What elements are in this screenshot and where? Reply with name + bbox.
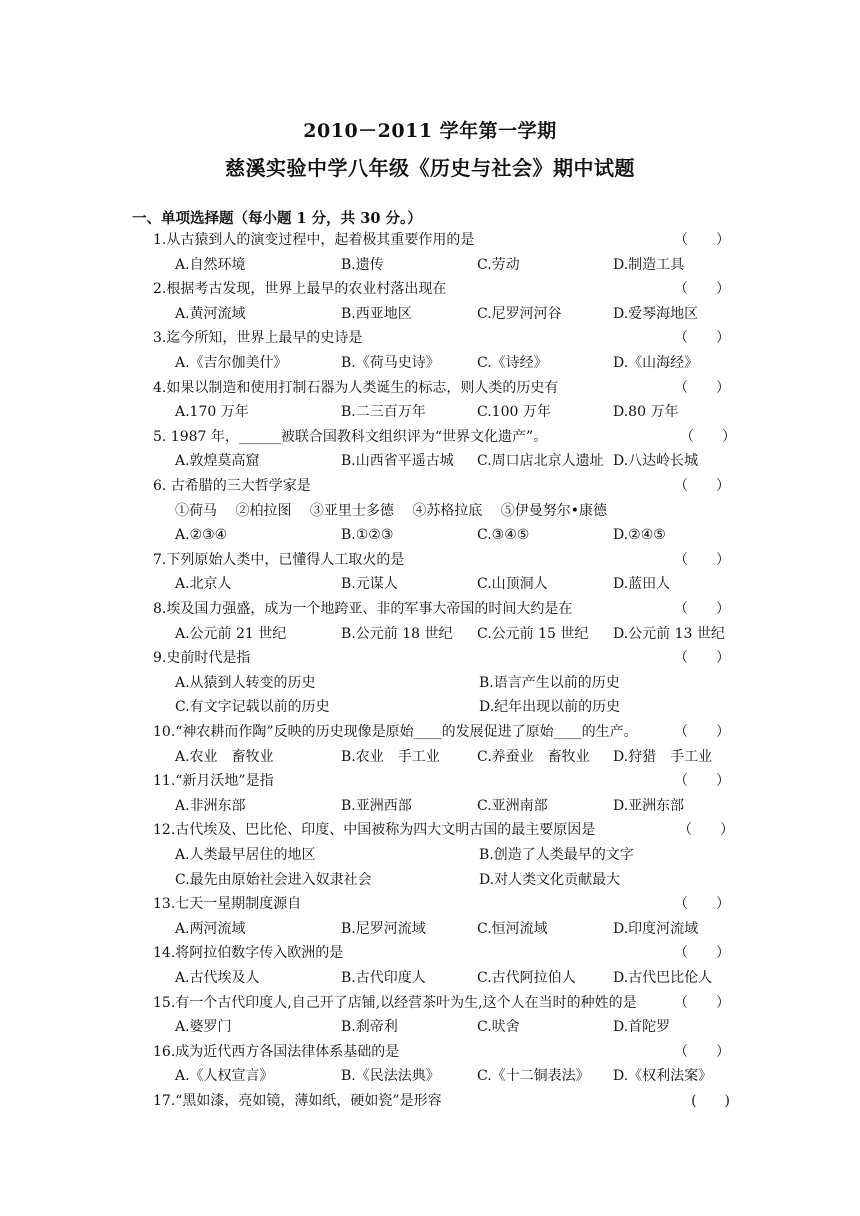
option-c[interactable]: C.山顶洞人 <box>477 576 548 593</box>
option-d[interactable]: D.制造工具 <box>613 256 685 273</box>
option-d[interactable]: D.古代巴比伦人 <box>613 970 713 986</box>
option-c[interactable]: C.《十二铜表法》 <box>477 1068 590 1085</box>
answer-blank[interactable]: （ ） <box>674 601 730 617</box>
option-d[interactable]: D.首陀罗 <box>613 1019 671 1036</box>
option-c[interactable]: C.有文字记载以前的历史 <box>175 699 330 716</box>
option-a[interactable]: A.黄河流域 <box>175 305 246 322</box>
option-a[interactable]: A.②③④ <box>175 527 228 544</box>
option-b[interactable]: B.古代印度人 <box>341 970 426 986</box>
option-b[interactable]: B.刹帝利 <box>341 1019 398 1036</box>
answer-blank[interactable]: ( ) <box>691 1093 730 1109</box>
answer-blank[interactable]: （ ） <box>674 478 730 494</box>
option-d[interactable]: D.蓝田人 <box>613 576 671 593</box>
option-c[interactable]: C.养蚕业 畜牧业 <box>477 748 590 765</box>
option-b[interactable]: B.创造了人类最早的文字 <box>479 847 634 863</box>
answer-blank[interactable]: （ ） <box>674 994 730 1011</box>
option-d[interactable]: D.80 万年 <box>613 404 679 421</box>
question-stem: 10.“神农耕而作陶”反映的历史现像是原始____的发展促进了原始____的生产。 <box>153 724 638 740</box>
option-a[interactable]: A.两河流域 <box>175 920 246 937</box>
option-b[interactable]: B.《民法法典》 <box>341 1068 440 1085</box>
option-a[interactable]: A.农业 畜牧业 <box>175 748 274 765</box>
answer-blank[interactable]: （ ） <box>674 330 730 347</box>
question-stem: 5. 1987 年，______被联合国教科文组织评为“世界文化遗产”。 <box>153 428 548 445</box>
option-c[interactable]: C.《诗经》 <box>477 355 548 371</box>
question-stem: 3.迄今所知，世界上最早的史诗是 <box>153 330 363 347</box>
exam-title-term: 2010－2011 学年第一学期 <box>303 120 557 142</box>
option-a[interactable]: A.婆罗门 <box>175 1019 232 1036</box>
exam-title-main: 慈溪实验中学八年级《历史与社会》期中试题 <box>225 156 635 180</box>
option-c[interactable]: C.最先由原始社会进入奴隶社会 <box>175 871 372 888</box>
option-b[interactable]: B.公元前 18 世纪 <box>341 625 453 642</box>
option-d[interactable]: D.纪年出现以前的历史 <box>479 699 621 716</box>
option-a[interactable]: A.敦煌莫高窟 <box>175 453 260 470</box>
question-stem-row <box>153 648 730 668</box>
question-stem-row <box>153 476 730 496</box>
question-stem: 13.七天一星期制度源自 <box>153 896 302 913</box>
section-heading: 一、单项选择题（每小题 1 分，共 30 分。） <box>132 210 422 227</box>
option-d[interactable]: D.《权利法案》 <box>613 1068 713 1085</box>
answer-blank[interactable]: （ ） <box>674 773 730 790</box>
answer-blank[interactable]: （ ） <box>680 428 736 445</box>
question-stem-row <box>153 993 730 1013</box>
answer-blank[interactable]: （ ） <box>674 896 730 913</box>
option-a[interactable]: A.公元前 21 世纪 <box>175 625 287 642</box>
option-c[interactable]: C.吠舍 <box>477 1019 520 1036</box>
answer-blank[interactable]: （ ） <box>674 232 730 248</box>
question-stem-row <box>153 550 730 570</box>
option-d[interactable]: D.印度河流域 <box>613 920 699 937</box>
question-stem-row <box>153 230 730 250</box>
question-stem: 16.成为近代西方各国法律体系基础的是 <box>153 1043 400 1060</box>
answer-blank[interactable]: （ ） <box>678 822 734 839</box>
option-b[interactable]: B.亚洲西部 <box>341 797 412 814</box>
question-stem: 6. 古希腊的三大哲学家是 <box>153 478 311 494</box>
option-a[interactable]: A.《吉尔伽美什》 <box>175 355 288 371</box>
question-stem: 17.“黑如漆，亮如镜，薄如纸，硬如瓷”是形容 <box>153 1093 442 1109</box>
question-stem: 15.有一个古代印度人,自己开了店铺,以经营茶叶为生,这个人在当时的种姓的是 <box>153 994 637 1011</box>
option-c[interactable]: C.古代阿拉伯人 <box>477 970 576 986</box>
option-d[interactable]: D.对人类文化贡献最大 <box>479 871 621 888</box>
question-stem-row <box>153 820 734 840</box>
question-stem: 12.古代埃及、巴比伦、印度、中国被称为四大文明古国的最主要原因是 <box>153 822 596 839</box>
option-b[interactable]: B.元谋人 <box>341 576 398 593</box>
option-a[interactable]: A.古代埃及人 <box>175 970 260 986</box>
question-stem-row <box>153 722 730 742</box>
option-c[interactable]: C.周口店北京人遗址 <box>477 453 604 470</box>
option-b[interactable]: B.遗传 <box>341 256 384 273</box>
question-stem-row <box>153 328 730 348</box>
option-d[interactable]: D.公元前 13 世纪 <box>613 625 725 642</box>
option-c[interactable]: C.亚洲南部 <box>477 797 548 814</box>
option-b[interactable]: B.西亚地区 <box>341 305 412 322</box>
option-d[interactable]: D.②④⑤ <box>613 527 666 544</box>
option-b[interactable]: B.农业 手工业 <box>341 748 440 765</box>
answer-blank[interactable]: （ ） <box>674 281 730 298</box>
question-stem: 9.史前时代是指 <box>153 650 251 667</box>
question-stem: 7.下列原始人类中，已懂得人工取火的是 <box>153 551 405 568</box>
question-stem: 4.如果以制造和使用打制石器为人类诞生的标志，则人类的历史有 <box>153 379 559 396</box>
question-stem-row <box>153 427 736 447</box>
option-d[interactable]: D.狩猎 手工业 <box>613 748 713 765</box>
option-c[interactable]: C.公元前 15 世纪 <box>477 625 589 642</box>
option-a[interactable]: A.北京人 <box>175 576 232 593</box>
question-stem: 8.埃及国力强盛，成为一个地跨亚、非的军事大帝国的时间大约是在 <box>153 601 573 617</box>
option-c[interactable]: C.劳动 <box>477 256 520 273</box>
answer-blank[interactable]: （ ） <box>674 724 730 740</box>
option-b[interactable]: B.二三百万年 <box>341 404 426 421</box>
option-d[interactable]: D.八达岭长城 <box>613 453 699 470</box>
option-b[interactable]: B.尼罗河流域 <box>341 920 426 937</box>
option-a[interactable]: A.170 万年 <box>175 404 249 421</box>
option-b[interactable]: B.山西省平遥古城 <box>341 453 454 470</box>
question-stem-row <box>153 943 730 963</box>
statement-items: ①荷马 ②柏拉图 ③亚里士多德 ④苏格拉底 ⑤伊曼努尔•康德 <box>175 502 608 519</box>
option-c[interactable]: C.尼罗河河谷 <box>477 305 562 322</box>
question-stem-row <box>153 599 730 619</box>
option-b[interactable]: B.《荷马史诗》 <box>341 355 440 371</box>
question-stem: 2.根据考古发现，世界上最早的农业村落出现在 <box>153 281 447 298</box>
option-d[interactable]: D.爱琴海地区 <box>613 305 699 322</box>
option-a[interactable]: A.《人权宣言》 <box>175 1068 274 1085</box>
option-d[interactable]: D.亚洲东部 <box>613 797 685 814</box>
option-a[interactable]: A.自然环境 <box>175 256 246 273</box>
option-a[interactable]: A.非洲东部 <box>175 797 246 814</box>
option-c[interactable]: C.③④⑤ <box>477 527 530 544</box>
question-stem-row <box>153 771 730 791</box>
option-c[interactable]: C.恒河流域 <box>477 920 548 937</box>
option-b[interactable]: B.①②③ <box>341 527 394 544</box>
option-d[interactable]: D.《山海经》 <box>613 355 699 371</box>
answer-blank[interactable]: （ ） <box>674 379 730 396</box>
question-stem-row <box>153 378 730 398</box>
question-stem-row <box>153 1091 730 1111</box>
question-stem: 14.将阿拉伯数字传入欧洲的是 <box>153 945 344 962</box>
option-a[interactable]: A.人类最早居住的地区 <box>175 847 316 863</box>
answer-blank[interactable]: （ ） <box>674 945 730 962</box>
question-stem: 1.从古猿到人的演变过程中，起着极其重要作用的是 <box>153 232 475 248</box>
question-stem-row <box>153 279 730 299</box>
option-a[interactable]: A.从猿到人转变的历史 <box>175 674 316 691</box>
answer-blank[interactable]: （ ） <box>674 551 730 568</box>
answer-blank[interactable]: （ ） <box>674 1043 730 1060</box>
option-c[interactable]: C.100 万年 <box>477 404 551 421</box>
question-stem-row <box>153 1042 730 1062</box>
option-b[interactable]: B.语言产生以前的历史 <box>479 674 620 691</box>
question-stem-row <box>153 894 730 914</box>
answer-blank[interactable]: （ ） <box>674 650 730 667</box>
question-stem: 11.“新月沃地”是指 <box>153 773 274 790</box>
